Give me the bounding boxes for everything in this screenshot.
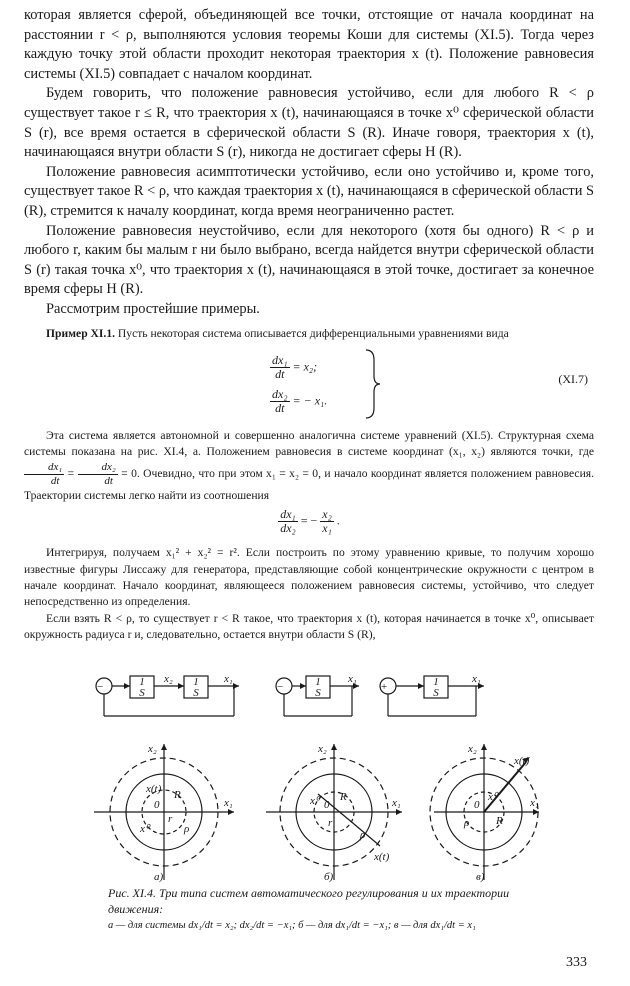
phase-plane-a [94,744,234,880]
equation-number: (XI.7) [558,371,588,386]
svg-text:в): в) [476,871,485,883]
figure-legend: а — для системы dx₁/dt = x₂; dx₂/dt = −x₁; б — для dx₁/dt = −x₁; в — для dx₁/dt = x₁ [108,920,476,931]
svg-text:x(t): x(t) [514,755,530,767]
equation-system [24,348,594,420]
svg-text:x₁: x₁ [224,797,233,809]
paragraph-1: которая является сферой, объединяющей все точки, отстоящие от начала координат на расстоянии r < ρ, выполняются условия теоремы Коши для системы (XI.5). Тогда через каждую точку этой области проходит некоторая траектория x (t). Положение равновесия системы (XI.5) совпадает с началом координат. [24,7,594,82]
svg-text:x⁰: x⁰ [140,823,150,835]
page-number: 333 [566,955,587,970]
svg-text:R: R [340,791,347,803]
figure-xi-4 [84,666,544,886]
svg-text:x₂: x₂ [468,743,477,755]
svg-text:1: 1 [433,676,439,688]
svg-text:1: 1 [139,676,145,688]
example-text-1: Эта система является автономной и совершенно аналогична системе уравнений (XI.5). Структурная схема системы показана на рис. XI.4, а. Положением равновесия в системе координат (x₁, x₂) являются точки, где $\frac{\text{dx₁}}{dt}$ = $\frac{\text{dx₂}}{dt}$ = 0. Очевидно, что при этом x₁ = x₂ = 0, и начало координат является положением равновесия. Траектории системы легко найти из соотношения [24,428,595,502]
svg-text:x⁰: x⁰ [310,795,320,807]
svg-text:0: 0 [324,799,330,811]
example-heading: Пример XI.1. [46,326,116,340]
svg-text:0: 0 [154,799,160,811]
svg-text:x(t): x(t) [146,783,162,795]
svg-text:0: 0 [474,799,480,811]
svg-text:x₁: x₁ [472,673,481,685]
svg-text:x₂: x₂ [164,673,173,685]
svg-text:1: 1 [193,676,199,688]
ratio-equation: $\frac{\text{dx₁}}{\text{dx₂}}$ = − $\frac{\text{x₂}}{\text{x₁}}$ . [280,507,340,536]
svg-text:S: S [139,687,145,699]
svg-text:x₂: x₂ [318,743,327,755]
svg-text:r: r [328,817,333,829]
svg-text:ρ: ρ [360,829,366,841]
example-text-3: Если взять R < ρ, то существует r < R такое, что траектория x (t), которая начинается в точке x⁰, описывает окружность радиуса r и, следовательно, остается внутри области S (R), [24,611,594,642]
svg-text:R: R [496,815,503,827]
svg-text:x₁: x₁ [348,673,357,685]
svg-text:S: S [433,687,439,699]
paragraph-examples: Рассмотрим простейшие примеры. [46,300,260,317]
block-diagram-c [380,676,484,716]
svg-text:ρ: ρ [464,817,470,829]
example-intro [24,326,594,342]
svg-text:x₁: x₁ [224,673,233,685]
svg-text:R: R [174,789,181,801]
svg-text:+: + [380,681,388,693]
svg-text:1: 1 [315,676,321,688]
svg-text:−: − [276,681,284,693]
svg-text:r: r [168,813,173,825]
equation-1: $\frac{\text{dx₁}}{dt}$ = x₂; [272,352,318,381]
svg-text:x(t): x(t) [374,851,390,863]
brace-icon [362,348,382,420]
figure-caption: Рис. XI.4. Три типа систем автоматического регулирования и их траектории движения: [108,886,510,916]
svg-text:−: − [96,681,104,693]
svg-text:x₁: x₁ [392,797,401,809]
svg-text:x₂: x₂ [148,743,157,755]
svg-text:б): б) [324,871,334,883]
svg-text:S: S [315,687,321,699]
svg-text:ρ: ρ [184,823,190,835]
page-body [24,6,594,644]
svg-text:S: S [193,687,199,699]
svg-text:x₁: x₁ [530,797,539,809]
svg-text:x⁰: x⁰ [488,791,498,803]
svg-text:а): а) [154,871,164,883]
paragraph-stable: Будем говорить, что положение равновесия устойчиво, если для любого R < ρ существует такое r ≤ R, что траектория x (t), начинающаяся в точке x⁰ сферической области S (r), все время остается в сферической области S (R). Иначе говоря, траектория x (t), начинающаяся внутри области S (r), никогда не достигает сферы H (R). [24,85,594,161]
paragraph-unstable: Положение равновесия неустойчиво, если для некоторого (хотя бы одного) R < ρ и любого r, каким бы малым r ни было выбрано, всегда найдется внутри сферической области S (r) такая точка x⁰, что траектория x (t), начинающаяся в этой точке, достигает за конечное время сферы H (R). [24,222,594,298]
equation-2: $\frac{\text{dx₂}}{dt}$ = − x₁. [272,386,328,415]
example-text-2: Интегрируя, получаем x₁² + x₂² = r². Если построить по этому уравнению кривые, то получим хорошо известные фигуры Лиссажу для генератора, представляющие собой концентрические окружности с центром в начале координат. Начало координат, являющееся положением равновесия системы, устойчиво, что следует непосредственно из определения. [24,546,594,609]
example-intro-text: Пусть некоторая система описывается дифференциальными уравнениями вида [117,326,509,340]
paragraph-asymptotic: Положение равновесия асимптотически устойчиво, если оно устойчиво и, кроме того, существует такое R < ρ, что каждая траектория x (t), начинающаяся в сферической области S (R), стремится к началу координат, когда время неограниченно растет. [24,163,594,219]
